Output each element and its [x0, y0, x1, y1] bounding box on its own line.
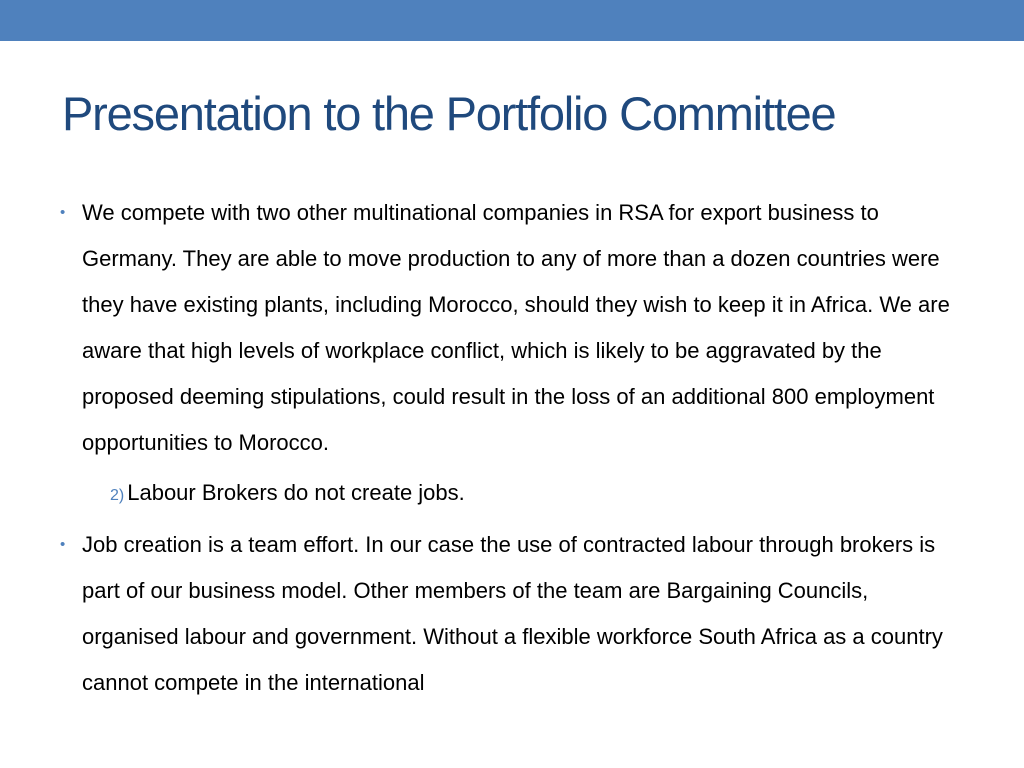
sub-item-number: 2): [110, 487, 125, 504]
bullet-dot-icon: •: [60, 536, 66, 553]
slide-content: [60, 190, 970, 706]
bullet-text-1: We compete with two other multinational companies in RSA for export business to Germany. They are able to move production to any of more than a dozen countries were they have existing plants, including Morocco, should they wish to keep it in Africa. We are aware that high levels of workplace conflict, which is likely to be aggravated by the proposed deeming stipulations, could result in the loss of an additional 800 employment opportunities to Morocco.: [82, 200, 950, 455]
top-accent-bar: [0, 0, 1024, 41]
sub-item-text: Labour Brokers do not create jobs.: [127, 480, 465, 505]
bullet-text-2: Job creation is a team effort. In our case the use of contracted labour through brokers is part of our business model. Other members of the team are Bargaining Councils, organised labour and government. Without a flexible workforce South Africa as a country cannot compete in the international: [82, 532, 943, 695]
bullet-item-2: [60, 522, 970, 706]
bullet-item-1: [60, 190, 970, 466]
bullet-dot-icon: •: [60, 204, 66, 221]
numbered-sub-item: [60, 473, 970, 516]
slide-title: Presentation to the Portfolio Committee: [62, 87, 836, 140]
